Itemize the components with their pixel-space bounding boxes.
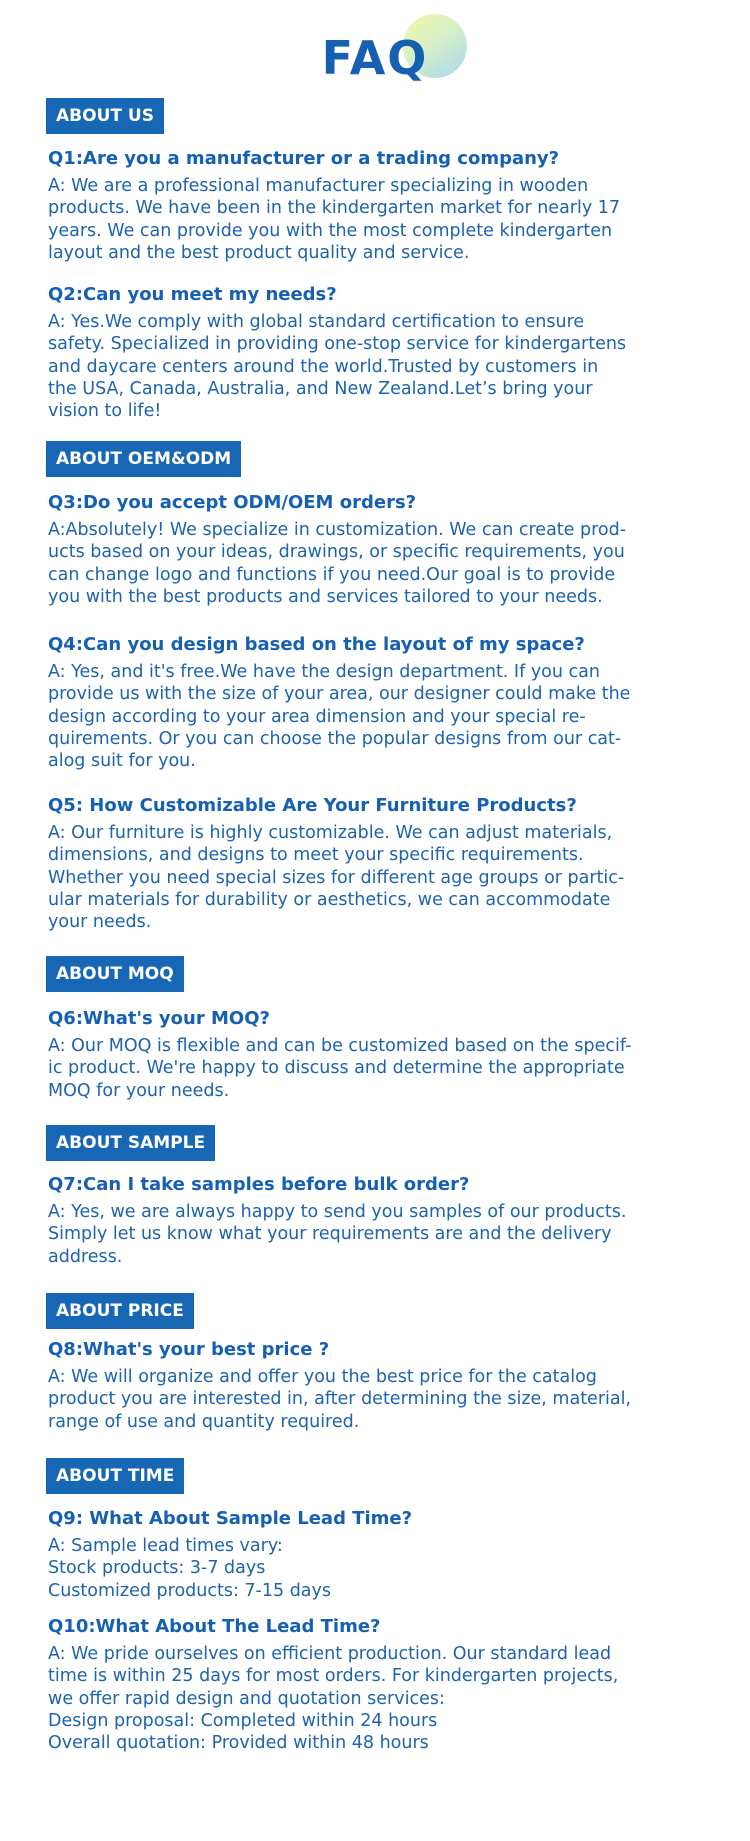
- answer-line: quirements. Or you can choose the popular designs from our cat-: [48, 728, 622, 749]
- faq-question-1: Q1:Are you a manufacturer or a trading company?: [48, 148, 560, 169]
- answer-line: vision to life!: [48, 401, 162, 422]
- faq-answer-4: [48, 661, 728, 772]
- answer-line: dimensions, and designs to meet your specific requirements.: [48, 845, 584, 866]
- answer-line: layout and the best product quality and service.: [48, 242, 470, 263]
- faq-answer-6: [48, 1035, 728, 1102]
- answer-line: Stock products: 3-7 days: [48, 1558, 266, 1579]
- faq-question-7: Q7:Can I take samples before bulk order?: [48, 1174, 470, 1195]
- answer-line: ular materials for durability or aesthetics, we can accommodate: [48, 889, 611, 910]
- answer-line: range of use and quantity required.: [48, 1411, 360, 1432]
- faq-question-8: Q8:What's your best price ?: [48, 1339, 330, 1360]
- answer-line: ic product. We're happy to discuss and determine the appropriate: [48, 1058, 625, 1079]
- section-tag-about-sample: ABOUT SAMPLE: [46, 1125, 215, 1161]
- answer-line: ucts based on your ideas, drawings, or specific requirements, you: [48, 542, 625, 563]
- faq-header: [0, 8, 750, 98]
- faq-answer-5: [48, 822, 728, 933]
- section-tag-about-price: ABOUT PRICE: [46, 1293, 194, 1329]
- faq-answer-7: [48, 1201, 728, 1268]
- section-tag-about-time: ABOUT TIME: [46, 1458, 184, 1494]
- answer-line: years. We can provide you with the most complete kindergarten: [48, 220, 613, 241]
- answer-line: you with the best products and services tailored to your needs.: [48, 586, 603, 607]
- faq-question-3: Q3:Do you accept ODM/OEM orders?: [48, 492, 417, 513]
- answer-line: MOQ for your needs.: [48, 1080, 230, 1101]
- answer-line: can change logo and functions if you need.Our goal is to provide: [48, 564, 616, 585]
- answer-line: Simply let us know what your requirements are and the delivery: [48, 1224, 612, 1245]
- faq-answer-8: [48, 1366, 728, 1433]
- answer-line: the USA, Canada, Australia, and New Zealand.Let’s bring your: [48, 378, 593, 399]
- answer-line: A: We will organize and offer you the best price for the catalog: [48, 1367, 597, 1387]
- answer-line: A: We pride ourselves on efficient production. Our standard lead: [48, 1644, 612, 1664]
- answer-line: A: Our MOQ is flexible and can be customized based on the specif-: [48, 1036, 632, 1056]
- faq-answer-2: [48, 311, 728, 422]
- answer-line: products. We have been in the kindergarten market for nearly 17: [48, 198, 621, 219]
- faq-question-5: Q5: How Customizable Are Your Furniture Products?: [48, 795, 577, 816]
- answer-line: A: Yes, we are always happy to send you samples of our products.: [48, 1202, 627, 1222]
- faq-question-2: Q2:Can you meet my needs?: [48, 284, 337, 305]
- answer-line: we offer rapid design and quotation services:: [48, 1688, 445, 1709]
- answer-line: A: Yes.We comply with global standard certification to ensure: [48, 312, 585, 332]
- answer-line: provide us with the size of your area, our designer could make the: [48, 684, 631, 705]
- faq-answer-9: [48, 1535, 728, 1602]
- faq-question-6: Q6:What's your MOQ?: [48, 1008, 270, 1029]
- section-tag-about-moq: ABOUT MOQ: [46, 956, 184, 992]
- answer-line: A:Absolutely! We specialize in customization. We can create prod-: [48, 520, 627, 540]
- faq-answer-10: [48, 1643, 728, 1754]
- answer-line: your needs.: [48, 912, 152, 933]
- answer-line: A: Yes, and it's free.We have the design department. If you can: [48, 662, 600, 682]
- answer-line: safety. Specialized in providing one-stop service for kindergartens: [48, 334, 627, 355]
- faq-answer-1: [48, 175, 728, 264]
- section-tag-about-us: ABOUT US: [46, 98, 164, 134]
- faq-answer-3: [48, 519, 728, 608]
- faq-question-4: Q4:Can you design based on the layout of my space?: [48, 634, 585, 655]
- answer-line: Whether you need special sizes for different age groups or partic-: [48, 867, 625, 888]
- faq-question-9: Q9: What About Sample Lead Time?: [48, 1508, 413, 1529]
- answer-line: address.: [48, 1246, 123, 1267]
- answer-line: Overall quotation: Provided within 48 hours: [48, 1733, 429, 1754]
- answer-line: time is within 25 days for most orders. For kindergarten projects,: [48, 1666, 619, 1687]
- answer-line: design according to your area dimension and your special re-: [48, 706, 586, 727]
- answer-line: A: Sample lead times vary:: [48, 1536, 283, 1556]
- section-tag-about-oem-odm: ABOUT OEM&ODM: [46, 441, 241, 477]
- answer-line: alog suit for you.: [48, 751, 196, 772]
- answer-line: A: We are a professional manufacturer specializing in wooden: [48, 176, 589, 196]
- answer-line: and daycare centers around the world.Trusted by customers in: [48, 356, 599, 377]
- answer-line: Customized products: 7-15 days: [48, 1580, 331, 1601]
- answer-line: product you are interested in, after determining the size, material,: [48, 1389, 632, 1410]
- page-title: FAQ: [321, 31, 429, 85]
- answer-line: A: Our furniture is highly customizable. We can adjust materials,: [48, 823, 613, 843]
- answer-line: Design proposal: Completed within 24 hours: [48, 1710, 438, 1731]
- faq-question-10: Q10:What About The Lead Time?: [48, 1616, 381, 1637]
